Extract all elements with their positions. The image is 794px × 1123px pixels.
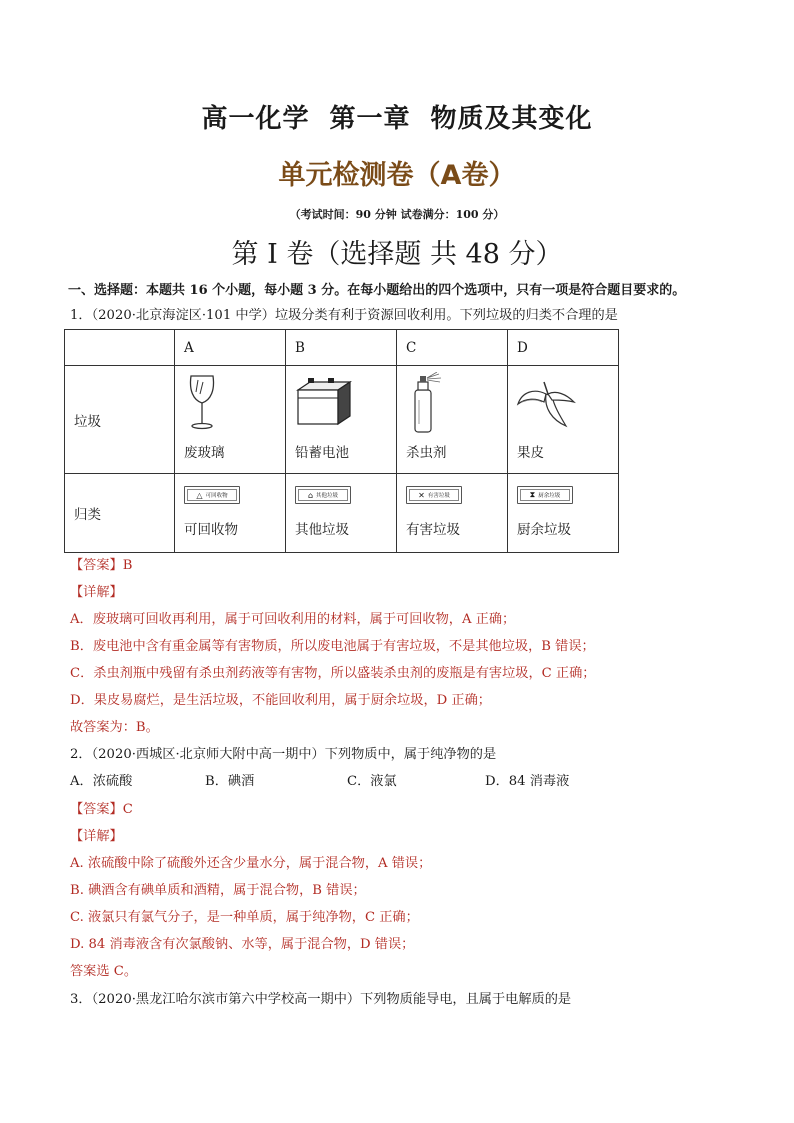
- category-cell-c: [397, 474, 508, 553]
- banana-peel-icon: [516, 372, 578, 434]
- q2-option-c: C．液氯: [347, 774, 397, 789]
- q2-option-d: D．84 消毒液: [485, 774, 570, 789]
- category-cell-b: [286, 474, 397, 553]
- item-label-d: 果皮: [517, 445, 544, 461]
- header-b: B: [286, 330, 397, 366]
- battery-icon: [294, 372, 356, 434]
- q2-conclusion: 答案选 C。: [70, 964, 138, 979]
- item-label-c: 杀虫剂: [406, 445, 447, 461]
- other-waste-sign-icon: ⌂ 其他垃圾: [295, 486, 351, 504]
- q2-explain-a: A. 浓硫酸中除了硫酸外还含少量水分，属于混合物，A 错误；: [70, 856, 432, 871]
- title-chapter: 第一章: [329, 104, 411, 134]
- recyclable-sign-icon: △ 可回收物: [184, 486, 240, 504]
- q2-detail-label: 【详解】: [70, 829, 123, 844]
- category-label-c: 有害垃圾: [406, 522, 460, 538]
- title-subject: 高一化学: [201, 104, 310, 134]
- q2-option-b: B．碘酒: [205, 774, 255, 789]
- header-d: D: [508, 330, 619, 366]
- item-label-a: 废玻璃: [184, 445, 225, 461]
- hazardous-sign-icon: ✕ 有害垃圾: [406, 486, 462, 504]
- kitchen-waste-sign-icon: ⧗ 厨余垃圾: [517, 486, 573, 504]
- q3-stem: 3．（2020·黑龙江哈尔滨市第六中学校高一期中）下列物质能导电，且属于电解质的是: [70, 992, 572, 1007]
- q2-explain-b: B. 碘酒含有碘单质和酒精，属于混合物，B 错误；: [70, 883, 366, 898]
- q1-detail-label: 【详解】: [70, 585, 123, 600]
- page-subtitle: 单元检测卷（A卷）: [278, 160, 516, 191]
- q2-explain-d: D. 84 消毒液含有次氯酸钠、水等，属于混合物，D 错误；: [70, 937, 415, 952]
- title-topic: 物质及其变化: [430, 104, 593, 134]
- item-cell-b: [286, 366, 397, 474]
- category-label-d: 厨余垃圾: [517, 522, 571, 538]
- header-a: A: [175, 330, 286, 366]
- exam-note: （考试时间：90 分钟 试卷满分：100 分）: [289, 208, 505, 221]
- category-cell-d: [508, 474, 619, 553]
- q1-explain-b: B．废电池中含有重金属等有害物质，所以废电池属于有害垃圾，不是其他垃圾，B 错误；: [70, 639, 595, 654]
- item-cell-c: [397, 366, 508, 474]
- q1-explain-c: C．杀虫剂瓶中残留有杀虫剂药液等有害物，所以盛装杀虫剂的废瓶是有害垃圾，C 正确；: [70, 666, 596, 681]
- section-heading: 第 I 卷（选择题 共 48 分）: [231, 239, 563, 270]
- header-c: C: [397, 330, 508, 366]
- category-label-b: 其他垃圾: [295, 522, 349, 538]
- spray-can-icon: [405, 372, 455, 436]
- row-label-garbage: 垃圾: [65, 366, 175, 474]
- q1-table: [64, 329, 619, 553]
- q2-stem: 2．（2020·西城区·北京师大附中高一期中）下列物质中，属于纯净物的是: [70, 747, 497, 762]
- item-label-b: 铅蓄电池: [295, 445, 349, 461]
- q2-option-a: A．浓硫酸: [70, 774, 133, 789]
- q2-explain-c: C. 液氯只有氯气分子，是一种单质，属于纯净物，C 正确；: [70, 910, 419, 925]
- row-label-category: 归类: [65, 474, 175, 553]
- q1-answer: 【答案】B: [70, 558, 133, 573]
- page-title: [0, 98, 794, 135]
- q2-answer: 【答案】C: [70, 802, 133, 817]
- instruction: 一、选择题：本题共 16 个小题，每小题 3 分。在每小题给出的四个选项中，只有一项是符合题目要求的。: [68, 283, 686, 298]
- q1-explain-d: D．果皮易腐烂，是生活垃圾，不能回收利用，属于厨余垃圾，D 正确；: [70, 693, 491, 708]
- q1-conclusion: 故答案为：B。: [70, 720, 159, 735]
- category-cell-a: [175, 474, 286, 553]
- item-cell-d: [508, 366, 619, 474]
- item-cell-a: [175, 366, 286, 474]
- table-corner: [65, 330, 175, 366]
- category-label-a: 可回收物: [184, 522, 238, 538]
- q1-explain-a: A．废玻璃可回收再利用，属于可回收利用的材料，属于可回收物，A 正确；: [70, 612, 516, 627]
- wine-glass-icon: [183, 372, 223, 434]
- q1-stem: 1．（2020·北京海淀区·101 中学）垃圾分类有利于资源回收利用。下列垃圾的归类不合理的是: [70, 308, 618, 323]
